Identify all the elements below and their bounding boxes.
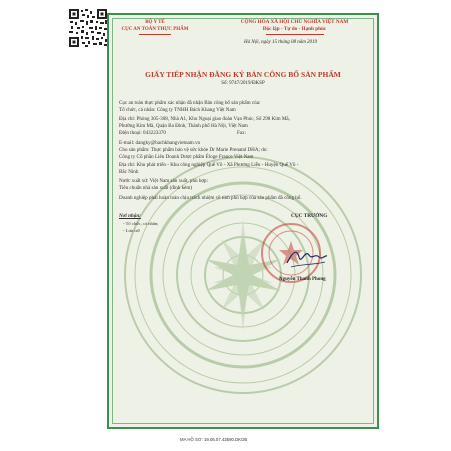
signer-title: CỤC TRƯỞNG <box>291 213 328 219</box>
body-line: Nước xuất xứ: Việt Nam sản xuất, phù hợp: <box>119 178 209 184</box>
body-line: Tiêu chuẩn nhà sản xuất (đính kèm) <box>119 185 193 191</box>
national-motto: Độc lập - Tự do - Hạnh phúc <box>262 26 327 32</box>
signer-name: Nguyễn Thanh Phong <box>279 277 326 282</box>
body-line: Tổ chức, cá nhân: Công ty TNHH Bách Khang Việt Nam <box>119 107 236 113</box>
recipients-label: Nơi nhận: <box>119 213 141 219</box>
body-line: Điện thoại: 043223370 <box>119 130 166 136</box>
body-line: Địa chỉ: Khu phát triển - Khu công nghiệp Quế Võ - Xã Phương Liễu - Huyện Quế Võ - <box>119 162 299 168</box>
fax-label: Fax: <box>237 130 247 136</box>
document-number: Số: 9747/2019/ĐKSP <box>221 81 265 86</box>
recipient-item: - Lưu trữ <box>123 228 140 233</box>
ministry-name: BỘ Y TẾ <box>145 20 165 25</box>
body-line: Doanh nghiệp phải hoàn toàn chịu trách nhiệm về tính phù hợp của sản phẩm đã công bố. <box>119 195 302 201</box>
certificate <box>107 13 379 429</box>
national-title: CỘNG HÒA XÃ HỘI CHỦ NGHĨA VIỆT NAM <box>240 19 349 25</box>
dossier-code: MA HỒ SƠ: 19.06.07.43590.DKOB <box>180 437 248 442</box>
body-line: Cục an toàn thực phẩm xác nhận đã nhận Bản công bố sản phẩm của: <box>119 100 261 106</box>
body-line: Địa chỉ: Phòng 305-308, Nhà A1, Khu Ngoại giao đoàn Vạn Phúc, Số 298 Kim Mã, <box>119 116 290 122</box>
body-line: Phường Kim Mã, Quận Ba Đình, Thành phố Hà Nội, Việt Nam <box>119 123 248 129</box>
agency-underline <box>139 34 171 35</box>
document-title: GIẤY TIẾP NHẬN ĐĂNG KÝ BẢN CÔNG BỐ SẢN PHẨM <box>145 70 341 79</box>
recipient-item: - Tổ chức, cá nhân; <box>123 221 159 226</box>
issue-date: Hà Nội, ngày 15 tháng 08 năm 2019 <box>244 40 318 45</box>
qr-code <box>68 8 108 48</box>
body-line: E-mail: dangky@bachkhangvietnam.vn <box>119 140 201 146</box>
body-line: Cho sản phẩm: Thực phẩm bảo vệ sức khỏe Dr Marie Prenatal DHA; do: <box>119 147 268 153</box>
body-line: Bắc Ninh <box>119 169 139 175</box>
signature <box>285 245 329 271</box>
body-line: Công ty Cổ phần Liên Doanh Dược phẩm Éloge France Việt Nam <box>119 154 254 160</box>
motto-underline <box>266 34 324 35</box>
agency-name: CỤC AN TOÀN THỰC PHẨM <box>121 27 189 32</box>
